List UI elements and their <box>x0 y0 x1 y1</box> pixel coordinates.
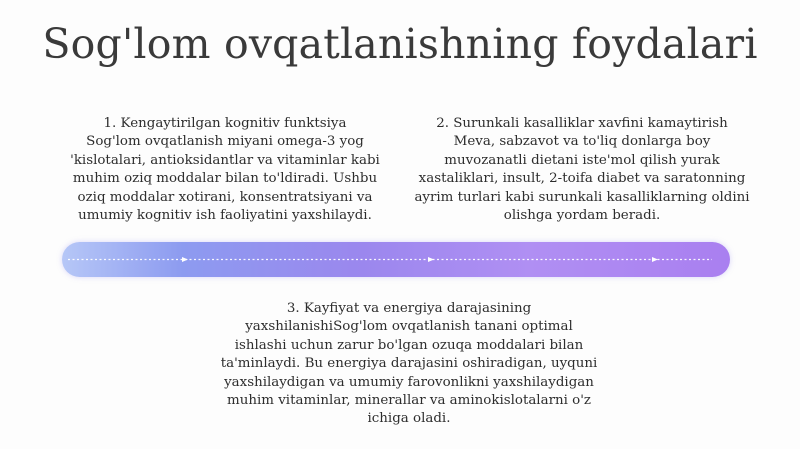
timeline-arrows <box>62 242 730 277</box>
benefit-3-body: Sog'lom ovqatlanish tanani optimal ishlashi uchun zarur bo'lgan ozuqa moddalari bilan ta'minlaydi. Bu energiya darajasini oshiradigan, uyquni yaxshilaydigan va umumiy farovonlikni yaxshilaydigan muhim vitaminlar, minerallar va aminokislotalarni o'z ichiga oladi. <box>220 319 598 427</box>
benefit-1-heading: 1. Kengaytirilgan kognitiv funktsiya <box>103 116 347 131</box>
timeline-arrow-3 <box>652 257 658 262</box>
timeline-bar <box>62 242 730 277</box>
benefit-3 <box>218 300 600 429</box>
benefit-2-heading: 2. Surunkali kasalliklar xavfini kamaytirish <box>436 116 728 131</box>
benefit-3-heading: 3. Kayfiyat va energiya darajasining yaxshilanishi <box>245 301 532 335</box>
benefit-2 <box>412 115 752 225</box>
benefit-2-body: Meva, sabzavot va to'liq donlarga boy muvozanatli dietani iste'mol qilish yurak xastaliklari, insult, 2-toifa diabet va saratonning ayrim turlari kabi surunkali kasalliklarning oldini olishga yordam beradi. <box>414 134 750 224</box>
timeline-arrow-2 <box>428 257 434 262</box>
timeline-arrow-1 <box>182 257 188 262</box>
benefit-1 <box>60 115 390 225</box>
benefit-1-body: Sog'lom ovqatlanish miyani omega-3 yog 'kislotalari, antioksidantlar va vitaminlar kabi muhim oziq moddalar bilan to'ldiradi. Ushbu oziq moddalar xotirani, konsentratsiyani va umumiy kognitiv ish faoliyatini yaxshilaydi. <box>70 134 380 224</box>
page-title: Sog'lom ovqatlanishning foydalari <box>42 20 758 68</box>
